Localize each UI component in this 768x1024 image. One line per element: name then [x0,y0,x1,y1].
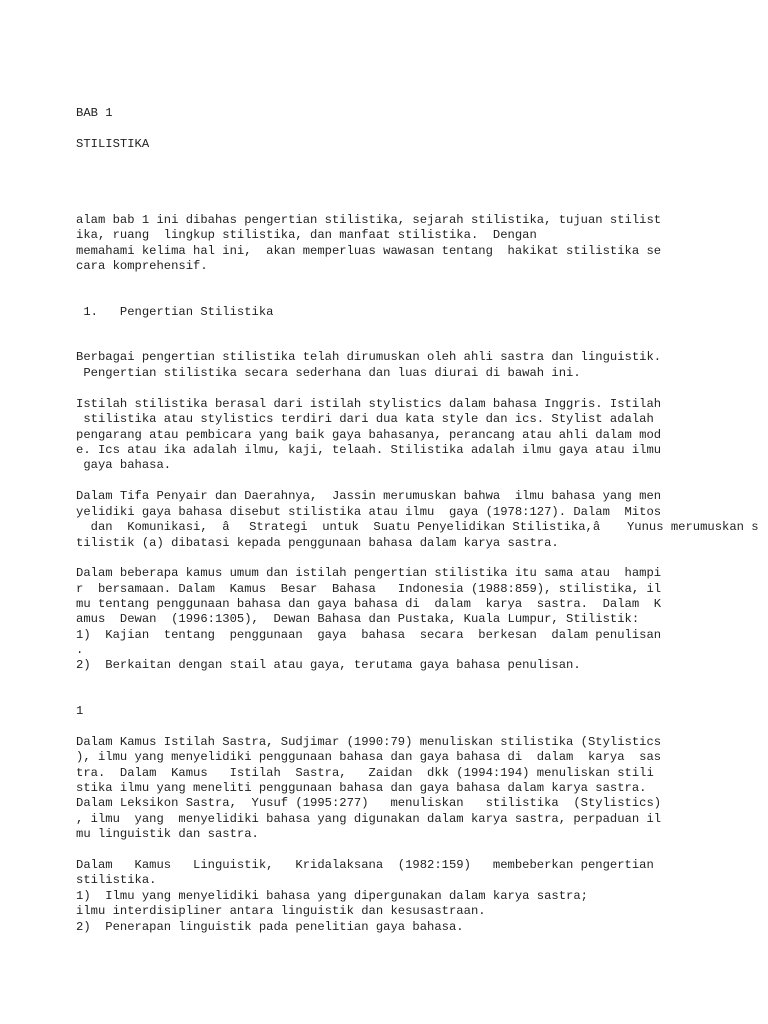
list-item: 2) Berkaitan dengan stail atau gaya, terutama gaya bahasa penulisan. [76,658,581,672]
section-heading: 1. Pengertian Stilistika [76,305,274,319]
paragraph-line: ), ilmu yang menyelidiki penggunaan bahasa dan gaya bahasa di dalam karya sas [76,750,662,764]
chapter-label: BAB 1 [76,106,113,120]
paragraph-line: , ilmu yang menyelidiki bahasa yang digunakan dalam karya sastra, perpaduan il [76,812,662,826]
paragraph-line: e. Ics atau ika adalah ilmu, kaji, telaah. Stilistika adalah ilmu gaya atau ilmu [76,443,662,457]
paragraph-line: gaya bahasa. [76,458,172,472]
paragraph-line: Berbagai pengertian stilistika telah dirumuskan oleh ahli sastra dan linguistik. [76,350,662,364]
paragraph-line: stilistika. [76,873,157,887]
paragraph-line: mu linguistik dan sastra. [76,827,259,841]
paragraph-line: ilmu interdisipliner antara linguistik dan kesusastraan. [76,904,486,918]
paragraph-line: tra. Dalam Kamus Istilah Sastra, Zaidan dkk (1994:194) menuliskan stili [76,766,654,780]
list-item: 2) Penerapan linguistik pada penelitian gaya bahasa. [76,920,464,934]
list-item: 1) Kajian tentang penggunaan gaya bahasa secara berkesan dalam penulisan [76,628,662,642]
paragraph-line: dan Komunikasi, âStrategi untuk Suatu Penyelidikan Stilistika,â Yunus merumuskan s [76,520,759,534]
paragraph-line: Istilah stilistika berasal dari istilah stylistics dalam bahasa Inggris. Istilah [76,397,662,411]
paragraph-line: Dalam beberapa kamus umum dan istilah pengertian stilistika itu sama atau hampi [76,566,662,580]
paragraph-line: r bersamaan. Dalam Kamus Besar Bahasa Indonesia (1988:859), stilistika, il [76,582,662,596]
intro-line: alam bab 1 ini dibahas pengertian stilistika, sejarah stilistika, tujuan stilist [76,213,662,227]
paragraph-line: yelidiki gaya bahasa disebut stilistika atau ilmu gaya (1978:127). Dalam Mitos [76,505,662,519]
paragraph-line: Dalam Kamus Linguistik, Kridalaksana (1982:159) membeberkan pengertian [76,858,654,872]
paragraph-line: pengarang atau pembicara yang baik gaya bahasanya, perancang atau ahli dalam mod [76,428,662,442]
list-item: 1) Ilmu yang menyelidiki bahasa yang dipergunakan dalam karya sastra; [76,889,588,903]
paragraph-line: Dalam Tifa Penyair dan Daerahnya, Jassin merumuskan bahwa ilmu bahasa yang men [76,489,662,503]
paragraph-line: stika ilmu yang meneliti penggunaan bahasa dan gaya bahasa dalam karya sastra. [76,781,647,795]
intro-line: ika, ruang lingkup stilistika, dan manfaat stilistika. Dengan [76,228,537,242]
paragraph-line: Dalam Kamus Istilah Sastra, Sudjimar (1990:79) menuliskan stilistika (Stylistics [76,735,662,749]
paragraph-line: Dalam Leksikon Sastra, Yusuf (1995:277) menuliskan stilistika (Stylistics) [76,796,662,810]
paragraph-line: mu tentang penggunaan bahasa dan gaya bahasa di dalam karya sastra. Dalam K [76,597,662,611]
intro-line: cara komprehensif. [76,259,208,273]
page-number: 1 [76,704,84,718]
paragraph-line: . [76,643,84,657]
paragraph-line: tilistik (a) dibatasi kepada penggunaan bahasa dalam karya sastra. [76,536,559,550]
intro-line: memahami kelima hal ini, akan memperluas wawasan tentang hakikat stilistika se [76,244,662,258]
paragraph-line: stilistika atau stylistics terdiri dari dua kata style dan ics. Stylist adalah [76,412,654,426]
paragraph-line: Pengertian stilistika secara sederhana dan luas diurai di bawah ini. [76,366,581,380]
chapter-title: STILISTIKA [76,137,150,151]
paragraph-line: amus Dewan (1996:1305), Dewan Bahasa dan Pustaka, Kuala Lumpur, Stilistik: [76,612,640,626]
